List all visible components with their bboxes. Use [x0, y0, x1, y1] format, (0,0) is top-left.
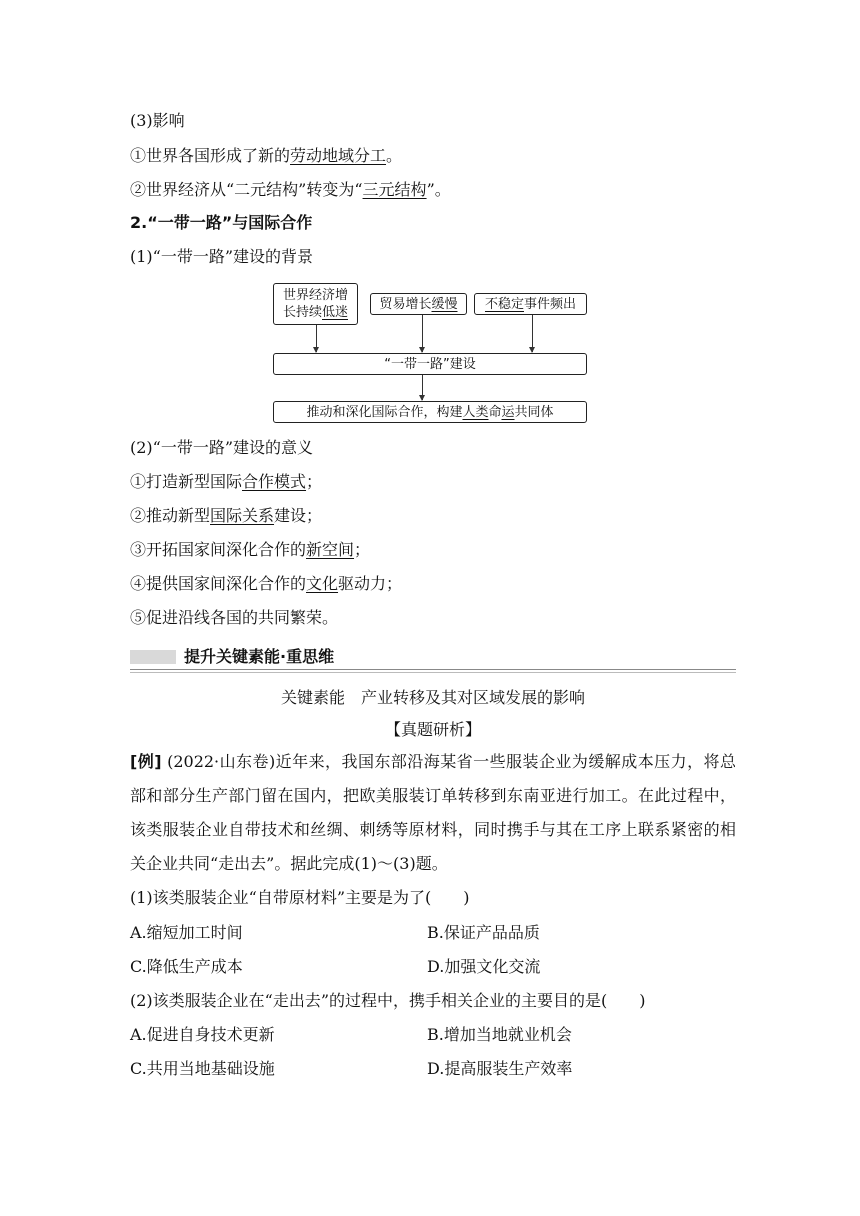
question-2-option-a: A.促进自身技术更新 [130, 1025, 275, 1044]
diagram-box-community-text-2: 命 [488, 405, 502, 420]
diagram-box-trade-answer: 缓慢 [431, 297, 458, 312]
impact-item-2-text: ②世界经济从“二元结构”转变为“ [130, 180, 363, 199]
question-2-option-c: C.共用当地基础设施 [130, 1059, 275, 1078]
section-bar-rule-light [130, 672, 736, 673]
question-1-stem: (1)该类服装企业“自带原材料”主要是为了( ) [130, 888, 470, 907]
impact-item-1-answer: 劳动地域分工 [290, 146, 387, 165]
diagram-box-economy-line2-text: 长持续 [282, 305, 322, 320]
significance-item-4-end: 驱动力； [338, 574, 403, 593]
question-2-option-d: D.提高服装生产效率 [427, 1059, 573, 1078]
impact-item-2-end: ”。 [426, 180, 451, 199]
diagram-box-instability-answer: 不稳定 [484, 297, 524, 312]
impact-item-1-end: 。 [386, 146, 403, 165]
diagram-box-economy [273, 283, 358, 325]
significance-item-2 [130, 505, 322, 527]
diagram-box-trade-text: 贸易增长 [379, 297, 432, 312]
diagram-box-community-text: 推动和深化国际合作，构建 [306, 405, 463, 420]
diagram-box-economy-line2 [274, 304, 357, 321]
key-competency-subtitle: 【真题研析】 [384, 720, 481, 739]
diagram-arrow-4 [422, 375, 423, 400]
impact-heading: (3)影响 [130, 111, 185, 130]
question-1-option-d: D.加强文化交流 [427, 957, 541, 976]
background-heading: (1)“一带一路”建设的背景 [130, 247, 314, 266]
diagram-box-instability-text: 事件频出 [524, 297, 577, 312]
diagram-box-community-text-3: 共同体 [514, 405, 554, 420]
section-bar-rule [130, 669, 736, 670]
significance-item-2-answer: 国际关系 [210, 506, 275, 525]
significance-item-4-text: ④提供国家间深化合作的 [130, 574, 307, 593]
section-2-title: 2.“一带一路”与国际合作 [130, 213, 313, 232]
impact-item-2 [130, 179, 451, 201]
example-paragraph [130, 745, 736, 881]
significance-item-3-answer: 新空间 [306, 540, 355, 559]
question-2-stem: (2)该类服装企业在“走出去”的过程中，携手相关企业的主要目的是( ) [130, 991, 646, 1010]
key-competency-title: 关键素能 产业转移及其对区域发展的影响 [280, 688, 585, 707]
question-1-option-b: B.保证产品品质 [427, 923, 540, 942]
significance-item-3 [130, 539, 370, 561]
significance-item-2-end: 建设； [274, 506, 323, 525]
example-label: [例] [130, 752, 162, 771]
diagram-box-economy-line1: 世界经济增 [282, 288, 348, 303]
significance-item-1 [130, 471, 322, 493]
significance-item-4-answer: 文化 [306, 574, 339, 593]
significance-item-5: ⑤促进沿线各国的共同繁荣。 [130, 608, 339, 627]
significance-item-1-text: ①打造新型国际 [130, 472, 243, 491]
diagram-box-belt-road: “一带一路”建设 [273, 353, 587, 375]
significance-heading: (2)“一带一路”建设的意义 [130, 438, 314, 457]
impact-item-1-text: ①世界各国形成了新的 [130, 146, 291, 165]
significance-item-1-end: ； [306, 472, 323, 491]
diagram-box-community-answer-1: 人类 [462, 405, 489, 420]
section-bar [130, 646, 736, 668]
section-bar-block [130, 650, 176, 664]
diagram-arrow-1 [316, 325, 317, 352]
diagram-box-community [273, 401, 587, 423]
question-1-option-a: A.缩短加工时间 [130, 923, 243, 942]
diagram-arrow-3 [532, 315, 533, 352]
significance-item-4 [130, 573, 402, 595]
significance-item-3-text: ③开拓国家间深化合作的 [130, 540, 307, 559]
impact-item-2-answer: 三元结构 [362, 180, 427, 199]
question-2-option-b: B.增加当地就业机会 [427, 1025, 572, 1044]
section-bar-title: 提升关键素能·重思维 [184, 647, 335, 666]
diagram-box-trade [370, 293, 467, 315]
diagram-arrow-2 [422, 315, 423, 352]
significance-item-1-answer: 合作模式 [242, 472, 307, 491]
question-1-option-c: C.降低生产成本 [130, 957, 243, 976]
diagram-box-economy-line2-answer: 低迷 [322, 305, 349, 320]
example-text: (2022·山东卷)近年来，我国东部沿海某省一些服装企业为缓解成本压力，将总部和部分生产部门留在国内，把欧美服装订单转移到东南亚进行加工。在此过程中，该类服装企业自带技术和丝绸、刺绣等原材料，同时携手与其在工序上联系紧密的相关企业共同“走出去”。据此完成(1)～(3)题。 [130, 752, 736, 873]
impact-item-1 [130, 145, 402, 167]
significance-item-3-end: ； [354, 540, 371, 559]
diagram-box-instability [474, 293, 587, 315]
diagram-box-community-answer-2: 运 [501, 405, 515, 420]
significance-item-2-text: ②推动新型 [130, 506, 211, 525]
